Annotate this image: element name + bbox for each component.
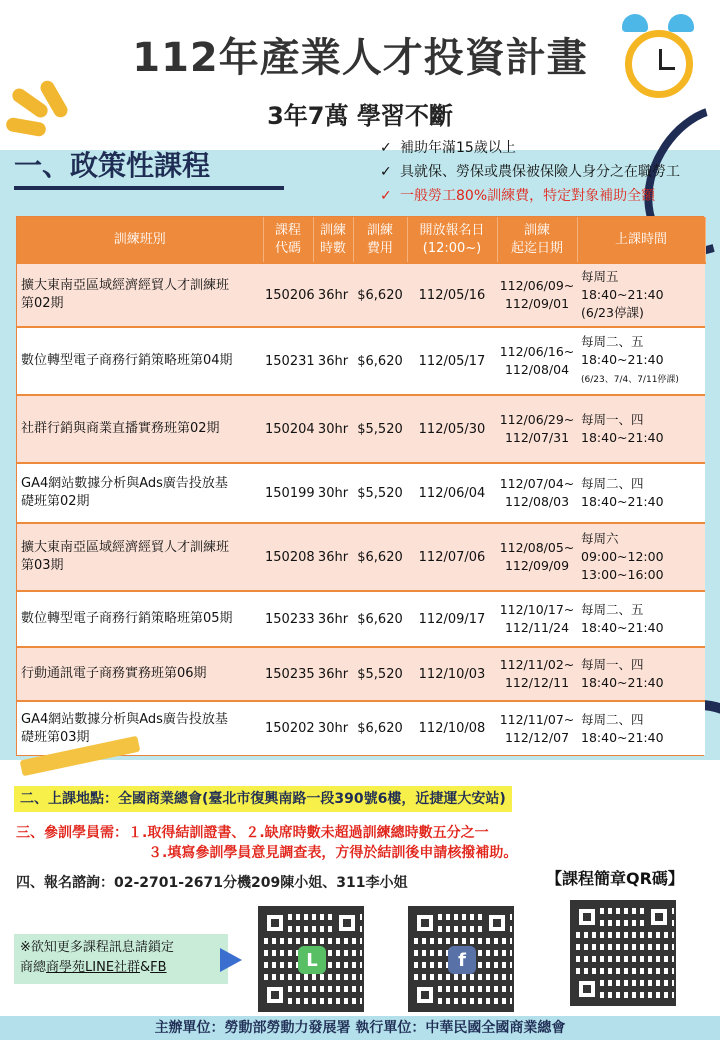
course-code: 150231 [263,327,313,395]
course-code: 150208 [263,523,313,591]
eligibility-text: 補助年滿15歲以上 [400,140,516,156]
course-name: 數位轉型電子商務行銷策略班第05期 [17,591,263,647]
course-hours: 30hr [313,701,353,755]
course-name: 行動通訊電子商務實務班第06期 [17,647,263,701]
table-header-row [17,217,705,263]
training-dates: 112/08/05~ 112/09/09 [497,523,577,591]
course-hours: 36hr [313,523,353,591]
clock-hand [659,49,662,69]
eligibility-item [380,160,680,184]
course-name: 擴大東南亞區域經濟經貿人才訓練班 第03期 [17,523,263,591]
course-fee: $6,620 [353,523,407,591]
qr-title: 【課程簡章QR碼】 [546,869,684,888]
col-header-dates: 訓練 起迄日期 [497,217,577,263]
class-time: 每周一、四 18:40~21:40 [577,647,705,701]
checkmark-icon: ✓ [380,188,392,204]
registration-date: 112/05/16 [407,263,497,327]
course-hours: 36hr [313,263,353,327]
section-underline [14,186,284,190]
course-name: GA4網站數據分析與Ads廣告投放基 礎班第02期 [17,463,263,523]
training-dates: 112/07/04~ 112/08/03 [497,463,577,523]
page-title: 112年產業人才投資計畫 [132,35,588,81]
eligibility-text: 一般勞工80%訓練費，特定對象補助全額 [400,188,656,204]
class-time: 每周二、五 18:40~21:40 [577,591,705,647]
course-name: 擴大東南亞區域經濟經貿人才訓練班 第02期 [17,263,263,327]
course-hours: 30hr [313,395,353,463]
course-fee: $6,620 [353,701,407,755]
course-fee: $6,620 [353,591,407,647]
eligibility-item [380,184,680,208]
facebook-qr-code[interactable] [408,906,514,1012]
class-time: 每周一、四 18:40~21:40 [577,395,705,463]
social-note-box [14,934,228,984]
table-row [17,463,705,523]
registration-date: 112/05/17 [407,327,497,395]
line-qr-code[interactable] [258,906,364,1012]
arrow-right-icon [220,948,242,972]
footer-organizers: 主辦單位：勞動部勞動力發展署 執行單位：中華民國全國商業總會 [0,1016,720,1040]
section-heading-policy-courses: 一、政策性課程 [14,149,211,182]
contact-info: 四、報名諮詢：02-2701-2671分機209陳小姐、311李小姐 [16,875,408,891]
note-line-2: 商總商學苑LINE社群&FB [20,960,167,975]
class-time: 每周二、五 18:40~21:40 (6/23、7/4、7/11停課) [577,327,705,395]
table-row [17,327,705,395]
line-group-link[interactable]: 商學苑LINE社群 [46,960,141,975]
course-code: 150235 [263,647,313,701]
requirements-line-1: 三、參訓學員需：１.取得結訓證書、２.缺席時數未超過訓練總時數五分之一 [16,825,489,841]
col-header-fee: 訓練 費用 [353,217,407,263]
eligibility-list [380,136,680,208]
class-time: 每周五 18:40~21:40 (6/23停課) [577,263,705,327]
course-name: 數位轉型電子商務行銷策略班第04期 [17,327,263,395]
course-code: 150233 [263,591,313,647]
course-code: 150199 [263,463,313,523]
registration-date: 112/09/17 [407,591,497,647]
registration-date: 112/07/06 [407,523,497,591]
training-dates: 112/10/17~ 112/11/24 [497,591,577,647]
course-fee: $5,520 [353,395,407,463]
table-row [17,591,705,647]
table-row [17,647,705,701]
cancellation-note: (6/23、7/4、7/11停課) [581,375,679,385]
registration-date: 112/06/04 [407,463,497,523]
course-code: 150202 [263,701,313,755]
training-dates: 112/06/29~ 112/07/31 [497,395,577,463]
course-hours: 36hr [313,327,353,395]
checkmark-icon: ✓ [380,164,392,180]
fb-link[interactable]: FB [150,960,167,975]
page-subtitle: 3年7萬 學習不斷 [267,102,453,130]
requirements-line-2: ３.填寫參訓學員意見調查表，方得於結訓後申請核撥補助。 [148,845,518,861]
line-icon: L [298,946,326,974]
course-fee: $6,620 [353,327,407,395]
course-name: 社群行銷與商業直播實務班第02期 [17,395,263,463]
eligibility-text: 具就保、勞保或農保被保險人身分之在職勞工 [400,164,680,180]
course-fee: $5,520 [353,463,407,523]
course-code: 150204 [263,395,313,463]
registration-date: 112/05/30 [407,395,497,463]
course-fee: $5,520 [353,647,407,701]
alarm-clock-icon [625,30,693,98]
location-info: 二、上課地點：全國商業總會(臺北市復興南路一段390號6樓，近捷運大安站) [14,786,512,812]
eligibility-item [380,136,680,160]
brochure-qr-code[interactable] [570,900,676,1006]
course-code: 150206 [263,263,313,327]
training-dates: 112/06/16~ 112/08/04 [497,327,577,395]
training-dates: 112/11/02~ 112/12/11 [497,647,577,701]
course-hours: 36hr [313,647,353,701]
col-header-code: 課程 代碼 [263,217,313,263]
class-time: 每周二、四 18:40~21:40 [577,701,705,755]
col-header-hours: 訓練 時數 [313,217,353,263]
registration-date: 112/10/03 [407,647,497,701]
table-row [17,523,705,591]
class-time: 每周六 09:00~12:00 13:00~16:00 [577,523,705,591]
col-header-time: 上課時間 [577,217,705,263]
course-hours: 30hr [313,463,353,523]
course-name: GA4網站數據分析與Ads廣告投放基 礎班第03期 [17,701,263,755]
clock-hand [659,67,675,70]
col-header-name: 訓練班別 [17,217,263,263]
course-fee: $6,620 [353,263,407,327]
registration-date: 112/10/08 [407,701,497,755]
class-time: 每周二、四 18:40~21:40 [577,463,705,523]
training-dates: 112/11/07~ 112/12/07 [497,701,577,755]
course-hours: 36hr [313,591,353,647]
training-dates: 112/06/09~ 112/09/01 [497,263,577,327]
checkmark-icon: ✓ [380,140,392,156]
table-row [17,263,705,327]
facebook-icon: f [448,946,476,974]
col-header-registration: 開放報名日 (12:00~) [407,217,497,263]
note-line-1: ※欲知更多課程訊息請鎖定 [20,940,174,955]
course-table [16,216,704,756]
table-row [17,395,705,463]
